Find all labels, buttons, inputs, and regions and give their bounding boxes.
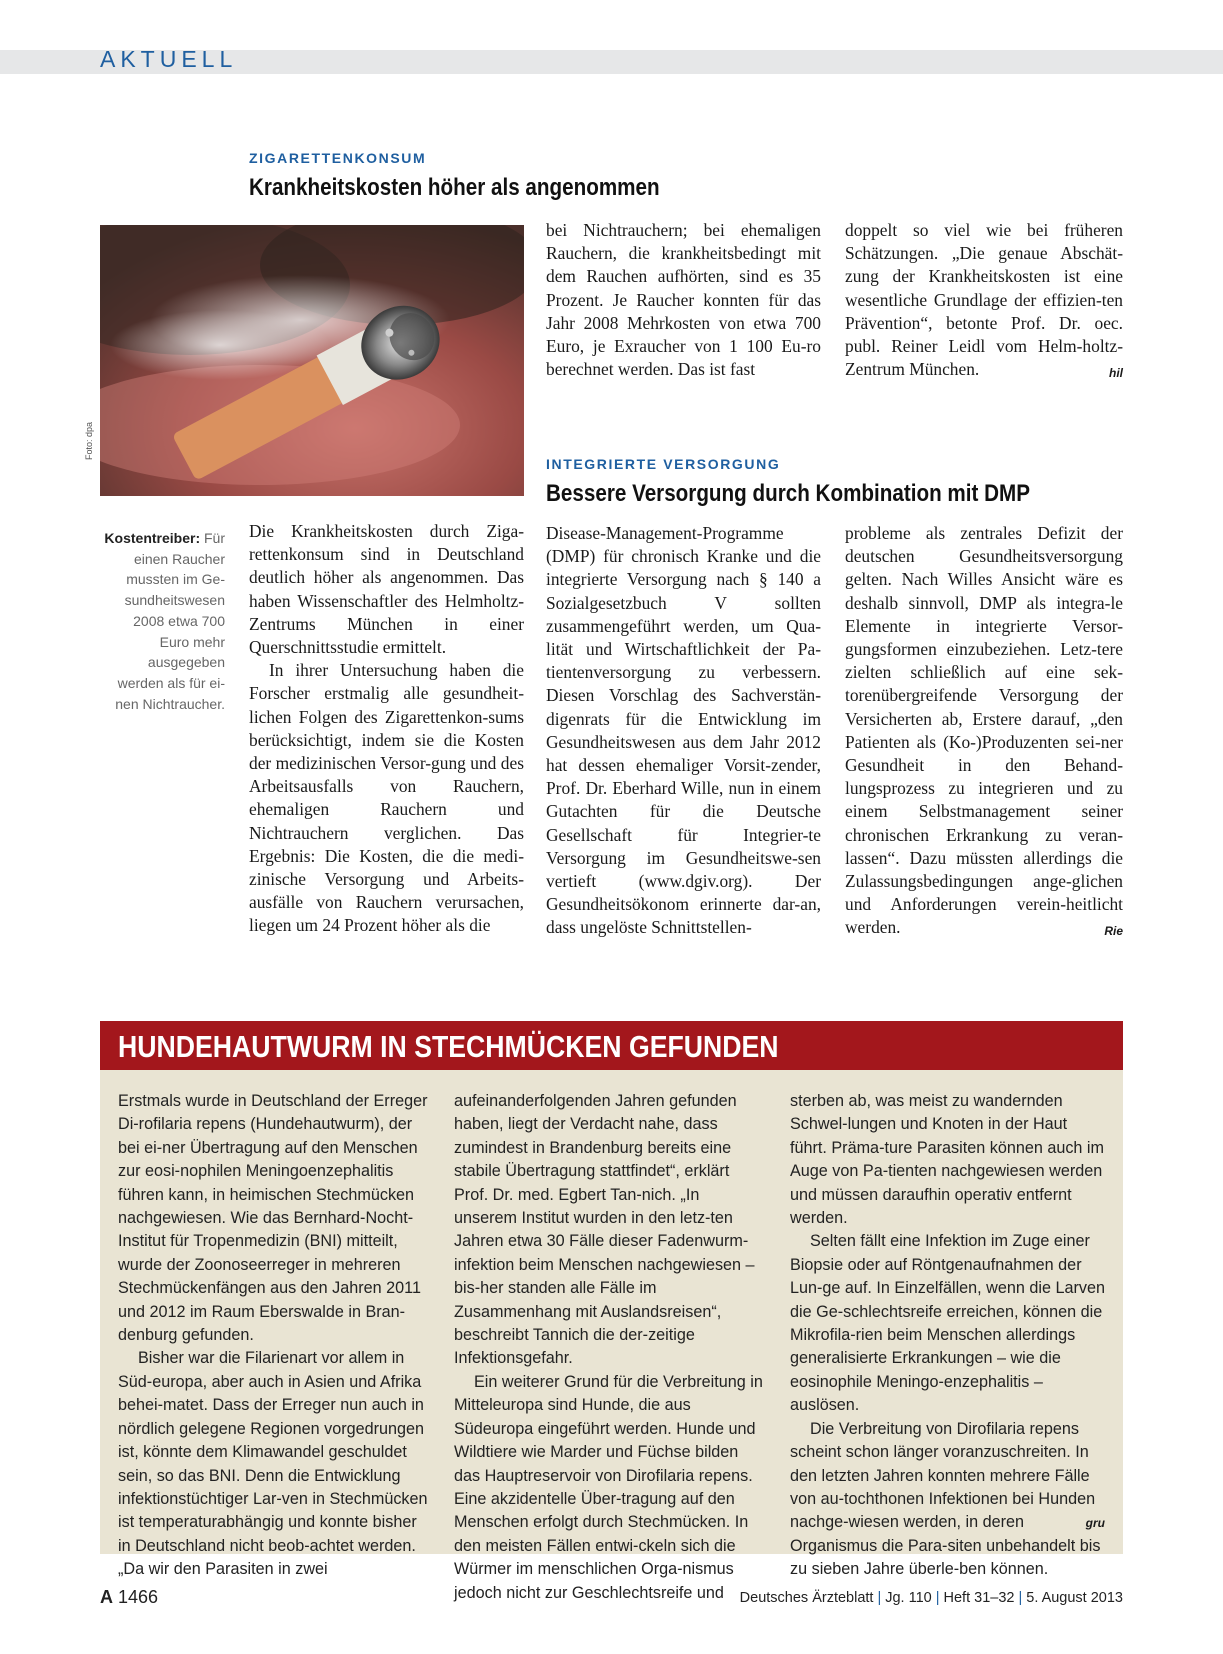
article1-column-2 <box>546 219 821 381</box>
article3-paragraph: Selten fällt eine Infektion im Zuge einer Biopsie oder auf Röntgenaufnahmen der Lun-ge auf. In Einzelfällen, wenn die Larven die Ge-schlechtsreife erreichen, können die Mikrofila-rien beim Menschen allerdings generalisierte Erkrankungen – wie die eosinophile Meningo-enzephalitis – auslösen. <box>790 1232 1105 1415</box>
article2-title: Bessere Versorgung durch Kombination mit DMP <box>546 480 1030 507</box>
page-number-value: 1466 <box>118 1587 159 1607</box>
page-number <box>100 1587 158 1608</box>
article1-paragraph: In ihrer Untersuchung haben die Forscher erstmalig alle gesundheit-lichen Folgen des Zigarettenkon-sums berücksichtigt, indem sie die Kosten der medizinischen Versor-gung und des Arbeitsausfalls von Rauchern, ehemaligen Rauchern und Nichtrauchern verglichen. Das Ergebnis: Die Kosten, die die medi-zinische Versorgung und Arbeits-ausfälle von Rauchern verursachen, liegen um 24 Prozent höher als die <box>249 660 524 936</box>
section-label: AKTUELL <box>100 46 238 72</box>
article2-paragraph: Disease-Management-Programme (DMP) für chronisch Kranke und die integrierte Versorgung nach § 140 a Sozialgesetzbuch V sollten zusammengeführt werden, um Qua-lität und Wirtschaftlichkeit der Pa-tientenversorgung zu verbessern. Diesen Vorschlag des Sachverstän-digenrats für die Entwicklung im Gesundheitswesen aus dem Jahr 2012 hat dessen ehemaliger Vorsit-zender, Prof. Dr. Eberhard Wille, nun in einem Gutachten für die Deutsche Gesellschaft für Integrier-te Versorgung im Gesundheitswe-sen vertieft (www.dgiv.org). Der Gesundheitsökonom erinnerte dar-an, dass ungelöste Schnittstellen- <box>546 523 821 938</box>
page-prefix: A <box>100 1587 113 1607</box>
article1-col3-text: doppelt so viel wie bei früheren Schätzungen. „Die genaue Abschät-zung der Krankheitskosten ist eine wesentliche Grundlage der effizien-ten Prävention“, betonte Prof. Dr. oec. publ. Reiner Leidl vom Helm-holtz-Zentrum München. <box>845 220 1123 380</box>
article3-paragraph: aufeinanderfolgenden Jahren gefunden haben, liegt der Verdacht nahe, dass zumindest in Brandenburg bereits eine stabile Übertragung stattfindet“, erklärt Prof. Dr. med. Egbert Tan-nich. „In unserem Institut wurden in den letz-ten Jahren etwa 30 Fälle dieser Fadenwurm-infektion beim Menschen nachgewiesen – bis-her standen alle Fälle im Zusammenhang mit Auslandsreisen“, beschreibt Tannich die der-zeitige Infektionsgefahr. <box>454 1092 755 1368</box>
journal-info: Deutsches Ärzteblatt | Jg. 110 | Heft 31–32 | 5. August 2013 <box>739 1590 1123 1606</box>
article1-signature: hil <box>1109 366 1123 381</box>
photo-credit: Foto: dpa <box>84 421 94 460</box>
article3-column-1 <box>118 1090 430 1582</box>
article1-title: Krankheitskosten höher als angenommen <box>249 174 660 201</box>
caption-text: Für einen Raucher mussten im Ge-sundheitswesen 2008 etwa 700 Euro mehr ausgegeben werden als für ei-nen Nichtraucher. <box>115 530 225 712</box>
article1-paragraph: Die Krankheitskosten durch Ziga-rettenkonsum sind in Deutschland deutlich höher als angenommen. Das haben Wissenschaftler des Helmholtz-Zentrums München in einer Querschnittsstudie ermittelt. <box>249 521 524 658</box>
article1-kicker: ZIGARETTENKONSUM <box>249 150 427 166</box>
article3-column-3 <box>790 1090 1105 1582</box>
article1-paragraph: bei Nichtrauchern; bei ehemaligen Rauchern, die krankheitsbedingt mit dem Rauchen aufhörten, sind es 35 Prozent. Je Raucher konnten für das Jahr 2008 Mehrkosten von etwa 700 Euro, je Exraucher von 1 100 Eu-ro berechnet werden. Das ist fast <box>546 220 821 380</box>
cigarette-image <box>100 225 524 496</box>
article3-paragraph: sterben ab, was meist zu wandernden Schwel-lungen und Knoten in der Haut führt. Präma-ture Parasiten können auch im Auge von Pa-tienten nachgewiesen werden und müssen daraufhin operativ entfernt werden. <box>790 1092 1105 1228</box>
article2-col2-text: probleme als zentrales Defizit der deutschen Gesundheitsversorgung gelten. Nach Willes Ansicht wäre es deshalb sinnvoll, DMP als integra-le Elemente in integrierte Versor-gungsformen einzubeziehen. Letz-tere zielten schließlich auf eine sek-torenübergreifende Versorgung der Versicherten ab, Erstere darauf, „den Patienten als (Ko-)Produzenten sei-ner Gesundheit in den Behand-lungsprozess zu integrieren und zu einem Selbstmanagement seiner chronischen Erkrankung zu veran-lassen“. Dazu müssten allerdings die Zulassungsbedingungen ange-glichen und Anforderungen verein-heitlicht werden. <box>845 523 1123 938</box>
article3-paragraph: Die Verbreitung von Dirofilaria repens scheint schon länger voranzuschreiten. In den letzten Jahren konnten mehrere Fälle von au-tochthonen Infektionen bei Hunden nachge-wiesen werden, in deren Organismus die Para-siten unbehandelt bis zu sieben Jahre überle-ben können. <box>790 1419 1101 1579</box>
photo-caption <box>100 528 225 714</box>
cigarette-photo <box>100 225 524 496</box>
caption-lead: Kostentreiber: <box>104 530 201 546</box>
article2-signature: Rie <box>1104 924 1123 939</box>
article3-column-2 <box>454 1090 766 1605</box>
article1-paragraph <box>845 219 1123 381</box>
journal-date: 5. August 2013 <box>1026 1590 1123 1606</box>
journal-issue: Heft 31–32 <box>943 1590 1015 1606</box>
journal-name: Deutsches Ärzteblatt <box>739 1590 874 1606</box>
article2-paragraph <box>845 522 1123 940</box>
journal-volume: Jg. 110 <box>885 1590 932 1606</box>
article3-paragraph: Erstmals wurde in Deutschland der Erreger Di-rofilaria repens (Hundehautwurm), der bei ei-ner Übertragung auf den Menschen zur eosi-nophilen Meningoenzephalitis führen kann, in heimischen Stechmücken nachgewiesen. Wie das Bernhard-Nocht-Institut für Tropenmedizin (BNI) mitteilt, wurde der Zoonoseerreger in mehreren Stechmückenfängen aus den Jahren 2011 und 2012 im Raum Eberswalde in Bran-denburg gefunden. <box>118 1092 428 1345</box>
article3-paragraph: Ein weiterer Grund für die Verbreitung in Mitteleuropa sind Hunde, die aus Südeuropa eingeführt werden. Hunde und Wildtiere wie Marder und Füchse bilden das Hauptreservoir von Dirofilaria repens. Eine akzidentelle Über-tragung auf den Menschen erfolgt durch Stechmücken. In den meisten Fällen entwi-ckeln sich die Würmer im menschlichen Orga-nismus jedoch nicht zur Geschlechtsreife und <box>454 1372 763 1602</box>
article2-column-2 <box>845 522 1123 944</box>
article2-column-1 <box>546 522 821 940</box>
article1-column-1 <box>249 520 524 938</box>
article3-signature: gru <box>1085 1516 1105 1530</box>
article3-paragraph: Bisher war die Filarienart vor allem in Süd-europa, aber auch in Asien und Afrika behei-matet. Dass der Erreger nun auch in nördlich gelegene Regionen vorgedrungen ist, könnte dem Klimawandel geschuldet sein, so das BNI. Denn die Entwicklung infektionstüchtiger Lar-ven in Stechmücken ist temperaturabhängig und konnte bisher in Deutschland nicht beob-achtet werden. „Da wir den Parasiten in zwei <box>118 1349 428 1579</box>
article2-kicker: INTEGRIERTE VERSORGUNG <box>546 456 781 472</box>
article3-title: HUNDEHAUTWURM IN STECHMÜCKEN GEFUNDEN <box>118 1029 779 1064</box>
article1-column-3 <box>845 219 1123 385</box>
